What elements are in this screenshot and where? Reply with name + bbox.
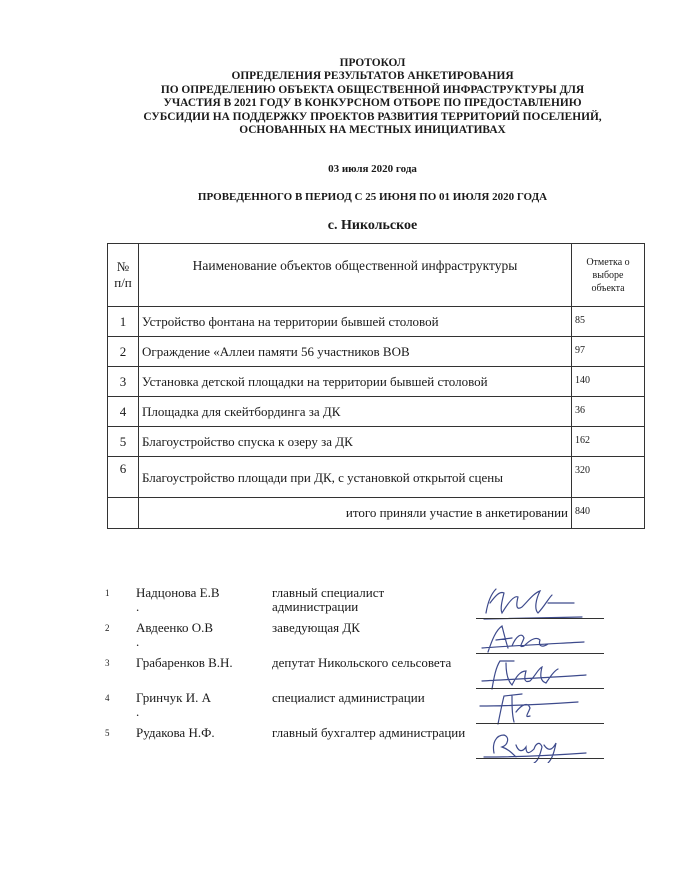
row-number: 6 (108, 457, 139, 498)
signatory-name: Авдеенко О.В (136, 620, 214, 635)
signatory-number: 4 (105, 693, 110, 703)
signatory-number: 1 (105, 588, 110, 598)
signatory-role: депутат Никольского сельсовета (272, 655, 452, 670)
signatory-dot: . (136, 704, 140, 719)
object-name: Благоустройство площади при ДК, с установкой открытой сцены (139, 457, 572, 498)
signatory-role: специалист администрации (272, 690, 425, 705)
handwritten-signature (478, 618, 588, 658)
signatory-row (100, 725, 620, 760)
row-number: 2 (108, 337, 139, 367)
row-number: 3 (108, 367, 139, 397)
vote-count: 162 (572, 427, 645, 457)
signatory-role: главный бухгалтер администрации (272, 725, 466, 740)
signatory-role: заведующая ДК (272, 620, 360, 635)
survey-results-table (107, 243, 645, 529)
vote-count: 36 (572, 397, 645, 427)
vote-count: 85 (572, 307, 645, 337)
signatory-row (100, 585, 620, 620)
total-row (108, 498, 645, 529)
document-title (100, 57, 645, 137)
row-number: 5 (108, 427, 139, 457)
column-header-mark: Отметка о выборе объекта (572, 244, 645, 307)
title-line: ОСНОВАННЫХ НА МЕСТНЫХ ИНИЦИАТИВАХ (239, 124, 506, 137)
handwritten-signature (478, 723, 588, 763)
total-value: 840 (572, 498, 645, 529)
signatory-role: главный специалист администрации (272, 585, 385, 614)
object-name: Установка детской площадки на территории бывшей столовой (139, 367, 572, 397)
signatory-name: Надцонова Е.В (136, 585, 220, 600)
handwritten-signature (478, 583, 588, 623)
vote-count: 140 (572, 367, 645, 397)
signature-line (476, 758, 604, 759)
signatory-row (100, 690, 620, 725)
signatory-number: 5 (105, 728, 110, 738)
table-header-row (108, 244, 645, 307)
handwritten-signature (478, 688, 588, 728)
object-name: Благоустройство спуска к озеру за ДК (139, 427, 572, 457)
title-line: СУБСИДИИ НА ПОДДЕРЖКУ ПРОЕКТОВ РАЗВИТИЯ ТЕРРИТОРИЙ ПОСЕЛЕНИЙ, (143, 110, 602, 123)
table-row (108, 307, 645, 337)
protocol-date: 03 июля 2020 года (328, 163, 417, 175)
signatory-name: Гринчук И. А (136, 690, 211, 705)
handwritten-signature (478, 653, 588, 693)
signatory-dot: . (136, 634, 140, 649)
signatory-name: Рудакова Н.Ф. (136, 725, 215, 740)
total-label: итого приняли участие в анкетировании (139, 498, 572, 529)
title-line: ПРОТОКОЛ (339, 57, 406, 69)
table-row (108, 457, 645, 498)
title-line: ОПРЕДЕЛЕНИЯ РЕЗУЛЬТАТОВ АНКЕТИРОВАНИЯ (231, 70, 514, 83)
total-empty-cell (108, 498, 139, 529)
object-name: Площадка для скейтбординга за ДК (139, 397, 572, 427)
survey-period: ПРОВЕДЕННОГО В ПЕРИОД С 25 ИЮНЯ ПО 01 ИЮЛЯ 2020 ГОДА (197, 191, 548, 203)
title-line: УЧАСТИЯ В 2021 ГОДУ В КОНКУРСНОМ ОТБОРЕ ПО ПРЕДОСТАВЛЕНИЮ (163, 97, 582, 110)
column-header-name: Наименование объектов общественной инфраструктуры (139, 244, 572, 307)
column-header-number: № п/п (108, 244, 139, 307)
signatory-number: 2 (105, 623, 110, 633)
village-name: с. Никольское (327, 218, 418, 233)
row-number: 1 (108, 307, 139, 337)
signatory-dot: . (136, 599, 140, 614)
signatories-list (100, 585, 620, 760)
vote-count: 97 (572, 337, 645, 367)
object-name: Устройство фонтана на территории бывшей столовой (139, 307, 572, 337)
table-row (108, 337, 645, 367)
vote-count: 320 (572, 457, 645, 498)
table-row (108, 427, 645, 457)
object-name: Ограждение «Аллеи памяти 56 участников ВОВ (139, 337, 572, 367)
title-line: ПО ОПРЕДЕЛЕНИЮ ОБЪЕКТА ОБЩЕСТВЕННОЙ ИНФРАСТРУКТУРЫ ДЛЯ (160, 83, 585, 96)
table-row (108, 367, 645, 397)
signatory-number: 3 (105, 658, 110, 668)
table-row (108, 397, 645, 427)
signatory-row (100, 655, 620, 690)
row-number: 4 (108, 397, 139, 427)
signatory-row (100, 620, 620, 655)
signatory-name: Грабаренков В.Н. (136, 655, 233, 670)
